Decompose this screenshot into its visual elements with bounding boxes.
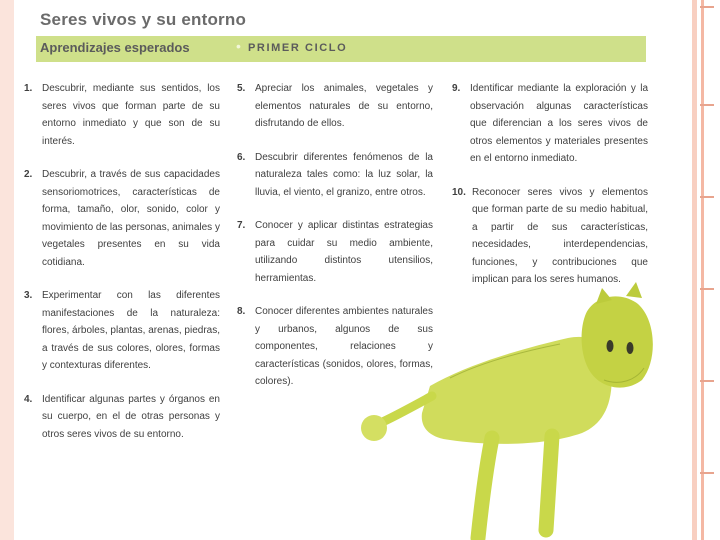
banner-bullet: • <box>236 38 241 54</box>
list-item <box>24 391 220 444</box>
item-number: 1. <box>24 83 33 94</box>
item-number: 10. <box>452 186 466 198</box>
list-item <box>452 80 648 168</box>
item-text: Conocer y aplicar distintas estrategias para cuidar su medio ambiente, utilizando distintos utensilios, herramientas. <box>255 220 433 284</box>
item-text: Conocer diferentes ambientes naturales y urbanos, algunos de sus componentes, relaciones y características (sonidos, olores, formas, colores). <box>255 306 433 387</box>
item-text: Descubrir diferentes fenómenos de la naturaleza tales como: la luz solar, la lluvia, el viento, el granizo, entre otros. <box>255 151 433 198</box>
item-number: 3. <box>24 290 33 301</box>
child-drawing-animal-icon <box>320 268 680 540</box>
list-item <box>24 80 220 150</box>
item-number: 5. <box>237 83 246 94</box>
banner-label: Aprendizajes esperados <box>40 40 190 55</box>
item-text: Apreciar los animales, vegetales y elementos naturales de su entorno, disfrutando de ellos. <box>255 83 433 129</box>
column-1 <box>24 80 220 459</box>
item-text: Identificar algunas partes y órganos en su cuerpo, en el de otras personas y otros seres vivos de su entorno. <box>42 393 220 440</box>
right-decoration <box>692 0 720 540</box>
item-number: 4. <box>24 393 33 405</box>
item-number: 6. <box>237 151 246 163</box>
item-text: Descubrir, a través de sus capacidades sensoriomotrices, características de forma, tamaño, olor, sonido, color y movimiento de las personas, animales y vegetales presentes en su vida cotidiana. <box>42 169 220 268</box>
list-item <box>237 149 433 202</box>
item-number: 7. <box>237 220 246 231</box>
item-text: Experimentar con las diferentes manifestaciones de la naturaleza: flores, árboles, plantas, arenas, piedras, a través de sus colores, olores, formas y contexturas diferentes. <box>42 290 220 371</box>
section-banner <box>36 36 646 62</box>
page-title: Seres vivos y su entorno <box>40 10 247 29</box>
item-text: Identificar mediante la exploración y la observación algunas características que diferencian a los seres vivos de otros elementos y materiales presentes en el entorno inmediato. <box>470 83 648 164</box>
item-number: 2. <box>24 169 33 180</box>
item-number: 8. <box>237 306 246 317</box>
item-number: 9. <box>452 83 461 94</box>
list-item <box>24 287 220 375</box>
list-item <box>24 166 220 271</box>
item-text: Descubrir, mediante sus sentidos, los seres vivos que forman parte de su entorno inmediato y que son de su interés. <box>42 83 220 147</box>
list-item <box>237 80 433 133</box>
left-border <box>0 0 14 540</box>
item-text: Reconocer seres vivos y elementos que forman parte de su medio habitual, a partir de sus características, necesidades, interdependencias, funciones, y contribuciones que implican para los seres humanos. <box>472 186 648 285</box>
banner-subtitle: PRIMER CICLO <box>248 42 348 54</box>
